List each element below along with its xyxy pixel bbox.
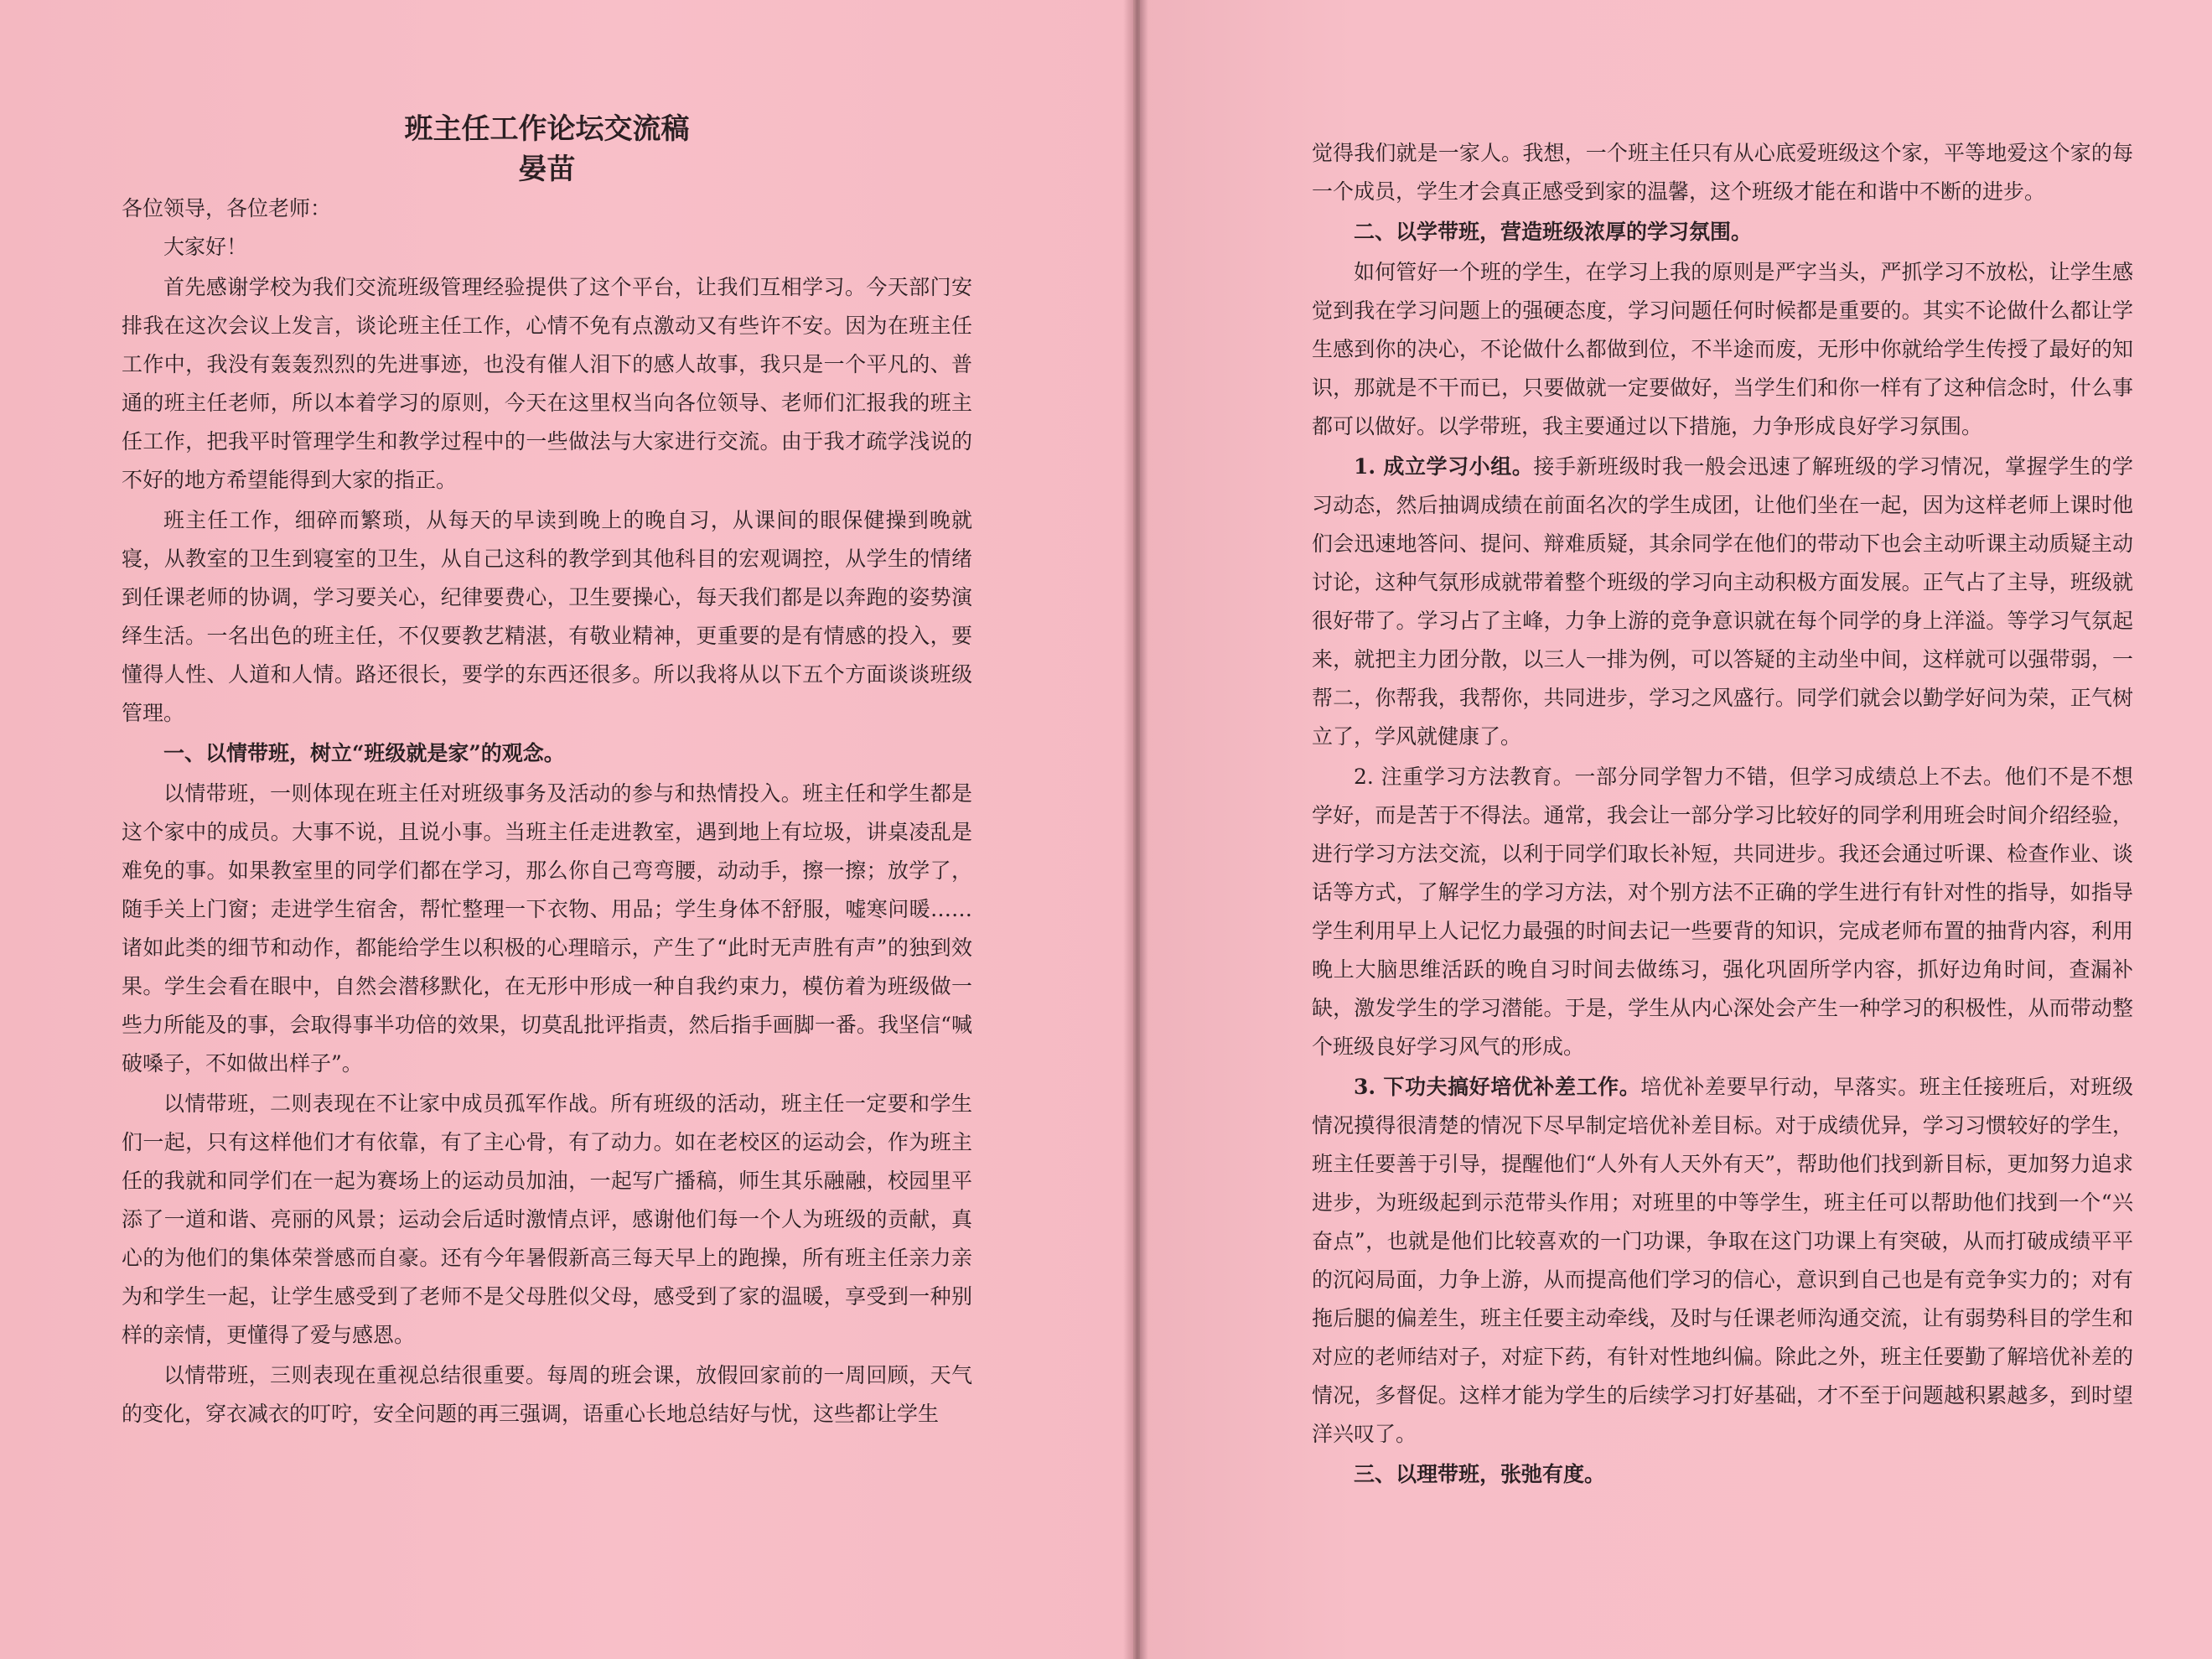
item-1-body: 接手新班级时我一般会迅速了解班级的学习情况，掌握学生的学习动态，然后抽调成绩在前面名次的学生成团，让他们坐在一起，因为这样老师上课时他们会迅速地答问、提问、辩难质疑，其余同学在他们的带动下也会主动听课主动质疑主动讨论，这种气氛形成就带着整个班级的学习向主动积极方面发展。正气占了主导，班级就很好带了。学习占了主峰，力争上游的竞争意识就在每个同学的身上洋溢。等学习气氛起来，就把主力团分散，以三人一排为例，可以答疑的主动坐中间，这样就可以强带弱，一帮二，你帮我，我帮你，共同进步，学习之风盛行。同学们就会以勤学好问为荣，正气树立了，学风就健康了。 (1312, 454, 2133, 749)
salutation: 各位领导，各位老师： (122, 196, 332, 220)
left-column (122, 109, 972, 1435)
paragraph-emotion-1: 以情带班，一则体现在班主任对班级事务及活动的参与和热情投入。班主任和学生都是这个家中的成员。大事不说，且说小事。当班主任走进教室，遇到地上有垃圾，讲桌凌乱是难免的事。如果教室里的同学们都在学习，那么你自己弯弯腰，动动手，擦一擦；放学了，随手关上门窗；走进学生宿舍，帮忙整理一下衣物、用品；学生身体不舒服，嘘寒问暖……诸如此类的细节和动作，都能给学生以积极的心理暗示，产生了“此时无声胜有声”的独到效果。学生会看在眼中，自然会潜移默化，在无形中形成一种自我约束力，模仿着为班级做一些力所能及的事，会取得事半功倍的效果，切莫乱批评指责，然后指手画脚一番。我坚信“喊破嗓子，不如做出样子”。 (122, 781, 972, 1076)
greeting: 大家好！ (163, 235, 248, 259)
paragraph-work: 班主任工作，细碎而繁琐，从每天的早读到晚上的晚自习，从课间的眼保健操到晚就寝，从教室的卫生到寝室的卫生，从自己这科的教学到其他科目的宏观调控，从学生的情绪到任课老师的协调，学习要关心，纪律要费心，卫生要操心，每天我们都是以奔跑的姿势演绎生活。一名出色的班主任，不仅要教艺精湛，有敬业精神，更重要的是有情感的投入，要懂得人性、人道和人情。路还很长，要学的东西还很多。所以我将从以下五个方面谈谈班级管理。 (122, 508, 972, 725)
item-2-body: 一部分同学智力不错，但学习成绩总上不去。他们不是不想学好，而是苦于不得法。通常，我会让一部分学习比较好的同学利用班会时间介绍经验，进行学习方法交流，以利于同学们取长补短，共同进步。我还会通过听课、检查作业、谈话等方式，了解学生的学习方法，对个别方法不正确的学生进行有针对性的指导，如指导学生利用早上人记忆力最强的时间去记一些要背的知识，完成老师布置的抽背内容，利用晚上大脑思维活跃的晚自习时间去做练习，强化巩固所学内容，抓好边角时间，查漏补缺，激发学生的学习潜能。于是，学生从内心深处会产生一种学习的积极性，从而带动整个班级良好学习风气的形成。 (1312, 765, 2133, 1059)
document-title: 班主任工作论坛交流稿 (404, 112, 690, 146)
paragraph-emotion-2: 以情带班，二则表现在不让家中成员孤军作战。所有班级的活动，班主任一定要和学生们一起，只有这样他们才有依靠，有了主心骨，有了动力。如在老校区的运动会，作为班主任的我就和同学们在一起为赛场上的运动员加油，一起写广播稿，师生其乐融融，校园里平添了一道和谐、亮丽的风景；运动会后适时激情点评，感谢他们每一个人为班级的贡献，真心的为他们的集体荣誉感而自豪。还有今年暑假新高三每天早上的跑操，所有班主任亲力亲为和学生一起，让学生感受到了老师不是父母胜似父母，感受到了家的温暖，享受到一种别样的亲情，更懂得了爱与感恩。 (122, 1091, 972, 1347)
heading-section-3: 三、以理带班，张弛有度。 (1354, 1462, 1606, 1486)
paragraph-continued: 觉得我们就是一家人。我想，一个班主任只有从心底爱班级这个家，平等地爱这个家的每一个成员，学生才会真正感受到家的温馨，这个班级才能在和谐中不断的进步。 (1312, 141, 2133, 204)
paragraph-emotion-3: 以情带班，三则表现在重视总结很重要。每周的班会课，放假回家前的一周回顾，天气的变化，穿衣减衣的叮咛，安全问题的再三强调，语重心长地总结好与忧，这些都让学生 (122, 1363, 972, 1426)
heading-section-1: 一、以情带班，树立“班级就是家”的观念。 (163, 741, 565, 765)
paragraph-intro: 首先感谢学校为我们交流班级管理经验提供了这个平台，让我们互相学习。今天部门安排我在这次会议上发言，谈论班主任工作，心情不免有点激动又有些许不安。因为在班主任工作中，我没有轰轰烈烈的先进事迹，也没有催人泪下的感人故事，我只是一个平凡的、普通的班主任老师，所以本着学习的原则，今天在这里权当向各位领导、老师们汇报我的班主任工作，把我平时管理学生和教学过程中的一些做法与大家进行交流。由于我才疏学浅说的不好的地方希望能得到大家的指正。 (122, 275, 972, 492)
item-study-methods (1312, 758, 2133, 1066)
item-study-groups (1312, 448, 2133, 756)
item-3-lead: 3. 下功夫搞好培优补差工作。 (1354, 1075, 1641, 1099)
item-1-lead: 1. 成立学习小组。 (1354, 454, 1534, 479)
heading-section-2: 二、以学带班，营造班级浓厚的学习氛围。 (1354, 220, 1753, 244)
item-3-body: 培优补差要早行动，早落实。班主任接班后，对班级情况摸得很清楚的情况下尽早制定培优补差目标。对于成绩优异，学习习惯较好的学生，班主任要善于引导，提醒他们“人外有人天外有天”，帮助他们找到新目标，更加努力追求进步，为班级起到示范带头作用；对班里的中等学生，班主任可以帮助他们找到一个“兴奋点”，也就是他们比较喜欢的一门功课，争取在这门功课上有突破，从而打破成绩平平的沉闷局面，力争上游，从而提高他们学习的信心，意识到自己也是有竞争实力的；对有拖后腿的偏差生，班主任要主动牵线，及时与任课老师沟通交流，让有弱势科目的学生和对应的老师结对子，对症下药，有针对性地纠偏。除此之外，班主任要勤了解培优补差的情况，多督促。这样才能为学生的后续学习打好基础，才不至于问题越积累越多，到时望洋兴叹了。 (1312, 1075, 2133, 1446)
right-column (1312, 134, 2133, 1496)
author-name: 晏苗 (518, 153, 576, 186)
paragraph-study-intro: 如何管好一个班的学生，在学习上我的原则是严字当头，严抓学习不放松，让学生感觉到我在学习问题上的强硬态度，学习问题任何时候都是重要的。其实不论做什么都让学生感到你的决心，不论做什么都做到位，不半途而废，无形中你就给学生传授了最好的知识，那就是不干而已，只要做就一定要做好，当学生们和你一样有了这种信念时，什么事都可以做好。以学带班，我主要通过以下措施，力争形成良好学习氛围。 (1312, 260, 2133, 438)
page-gutter (1123, 0, 1148, 1659)
item-tutoring (1312, 1068, 2133, 1454)
item-2-lead: 2. 注重学习方法教育。 (1354, 765, 1575, 789)
